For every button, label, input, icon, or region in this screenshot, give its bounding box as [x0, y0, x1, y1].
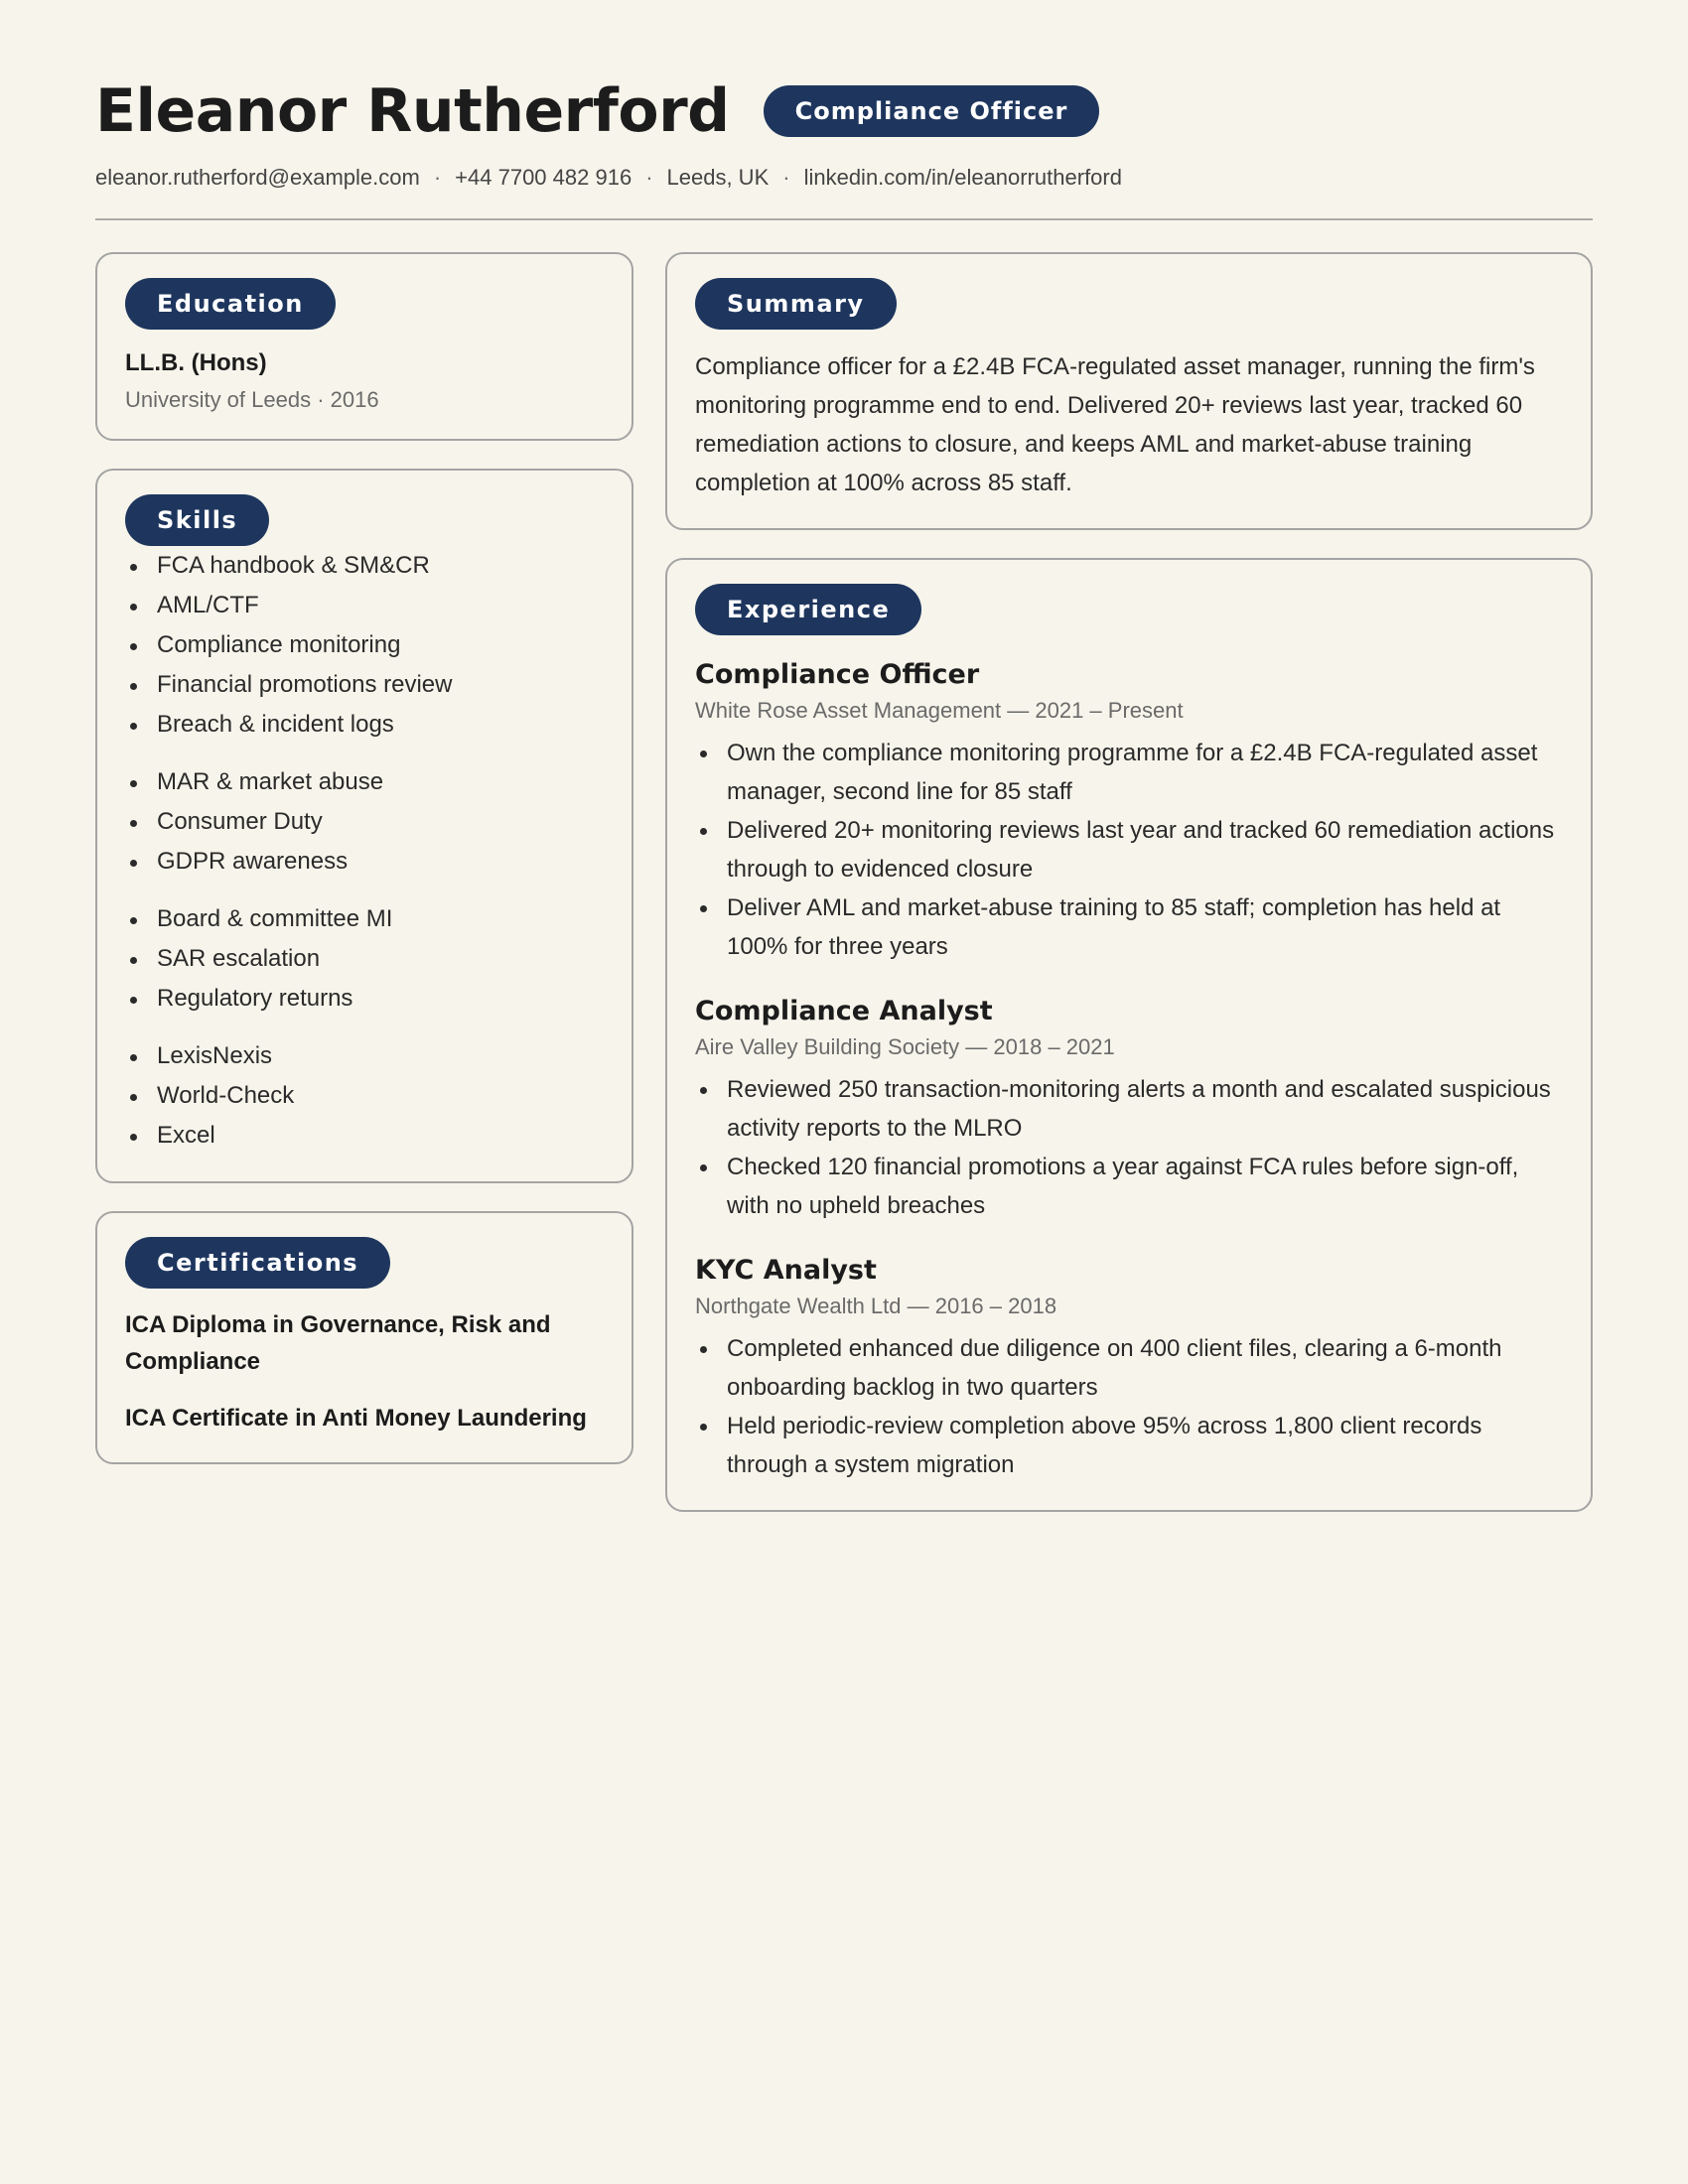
skills-group — [125, 762, 604, 882]
header-divider — [95, 218, 1593, 220]
experience-card — [665, 558, 1593, 1512]
summary-text: Compliance officer for a £2.4B FCA-regulated asset manager, running the firm's monitoring programme end to end. Delivered 20+ reviews last year, tracked 60 remediation actions to closure, and keeps AML and market-abuse training completion at 100% across 85 staff. — [695, 353, 1535, 496]
skill-item: SAR escalation — [125, 939, 604, 979]
job-title: Compliance Officer — [695, 659, 980, 690]
skills-heading: Skills — [125, 494, 269, 546]
skill-item: Board & committee MI — [125, 899, 604, 939]
skill-item: LexisNexis — [125, 1036, 604, 1076]
job-title: KYC Analyst — [695, 1255, 877, 1286]
education-school: University of Leeds · 2016 — [125, 387, 379, 412]
job-bullet: Held periodic-review completion above 95% across 1,800 client records through a system migration — [695, 1407, 1563, 1484]
skills-group — [125, 1036, 604, 1156]
certification-item: ICA Certificate in Anti Money Laundering — [125, 1405, 587, 1432]
job-meta: Northgate Wealth Ltd — 2016 – 2018 — [695, 1294, 1057, 1318]
skill-item: Compliance monitoring — [125, 625, 604, 665]
contact-email[interactable]: eleanor.rutherford@example.com — [95, 165, 420, 190]
job-entry — [695, 1255, 1563, 1484]
skill-item: MAR & market abuse — [125, 762, 604, 802]
job-entry — [695, 659, 1563, 966]
certifications-card — [95, 1211, 633, 1464]
education-heading: Education — [125, 278, 336, 330]
job-bullet: Deliver AML and market-abuse training to 85 staff; completion has held at 100% for three years — [695, 888, 1563, 966]
job-bullet: Own the compliance monitoring programme for a £2.4B FCA-regulated asset manager, second line for 85 staff — [695, 734, 1563, 811]
job-title: Compliance Analyst — [695, 996, 993, 1026]
job-bullet: Reviewed 250 transaction-monitoring alerts a month and escalated suspicious activity reports to the MLRO — [695, 1070, 1563, 1148]
skills-group — [125, 899, 604, 1019]
job-meta: White Rose Asset Management — 2021 – Present — [695, 698, 1184, 723]
job-meta: Aire Valley Building Society — 2018 – 2021 — [695, 1034, 1115, 1059]
experience-heading: Experience — [695, 584, 921, 635]
skill-item: FCA handbook & SM&CR — [125, 546, 604, 586]
job-bullet: Delivered 20+ monitoring reviews last year and tracked 60 remediation actions through to evidenced closure — [695, 811, 1563, 888]
job-bullets — [695, 734, 1563, 966]
job-entry — [695, 996, 1563, 1225]
job-bullets — [695, 1070, 1563, 1225]
contact-linkedin[interactable]: linkedin.com/in/eleanorrutherford — [803, 165, 1122, 190]
skill-item: GDPR awareness — [125, 842, 604, 882]
contact-line — [95, 165, 1593, 191]
skill-item: Financial promotions review — [125, 665, 604, 705]
skill-item: Regulatory returns — [125, 979, 604, 1019]
skill-item: Consumer Duty — [125, 802, 604, 842]
skill-item: Excel — [125, 1116, 604, 1156]
right-column — [665, 252, 1593, 1540]
skills-card — [95, 469, 633, 1183]
contact-phone[interactable]: +44 7700 482 916 — [455, 165, 633, 190]
contact-separator: · — [433, 165, 442, 190]
candidate-name: Eleanor Rutherford — [95, 76, 730, 146]
job-bullet: Completed enhanced due diligence on 400 client files, clearing a 6-month onboarding backlog in two quarters — [695, 1329, 1563, 1407]
skill-item: World-Check — [125, 1076, 604, 1116]
left-column — [95, 252, 633, 1492]
skill-item: AML/CTF — [125, 586, 604, 625]
job-bullet: Checked 120 financial promotions a year against FCA rules before sign-off, with no upheld breaches — [695, 1148, 1563, 1225]
contact-separator: · — [782, 165, 790, 190]
skills-group — [125, 546, 604, 745]
certifications-heading: Certifications — [125, 1237, 390, 1289]
summary-heading: Summary — [695, 278, 897, 330]
resume-header — [95, 71, 1593, 151]
contact-location: Leeds, UK — [666, 165, 770, 190]
contact-separator: · — [645, 165, 653, 190]
education-degree: LL.B. (Hons) — [125, 349, 267, 376]
job-bullets — [695, 1329, 1563, 1484]
summary-card — [665, 252, 1593, 530]
resume-page — [95, 71, 1593, 1478]
job-title-badge: Compliance Officer — [764, 85, 1100, 137]
education-card — [95, 252, 633, 441]
certification-item: ICA Diploma in Governance, Risk and Compliance — [125, 1311, 551, 1375]
skill-item: Breach & incident logs — [125, 705, 604, 745]
